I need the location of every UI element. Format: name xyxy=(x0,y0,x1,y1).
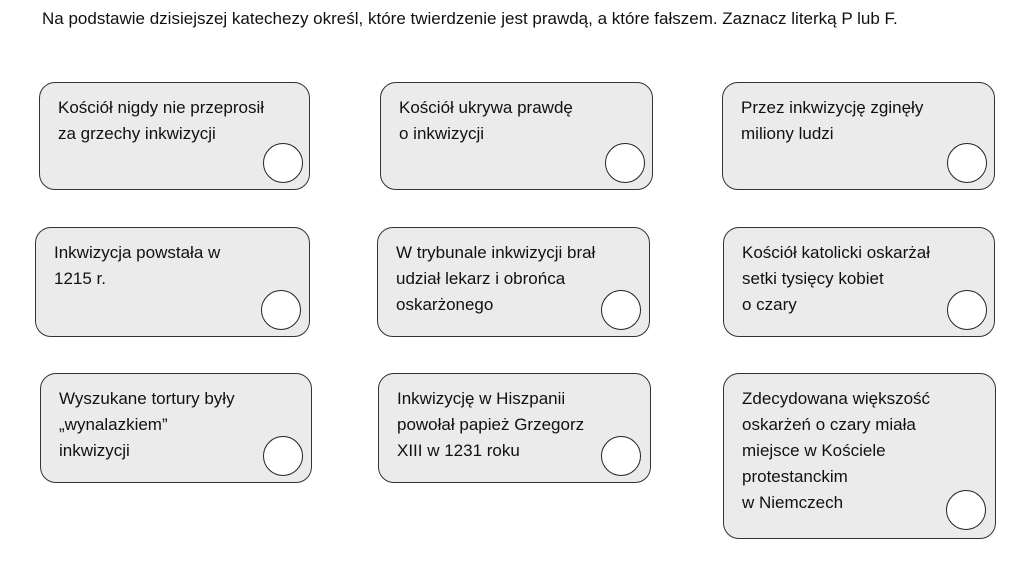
statement-text-4: Inkwizycja powstała w 1215 r. xyxy=(54,243,221,288)
answer-circle-9[interactable] xyxy=(946,490,986,530)
answer-circle-7[interactable] xyxy=(263,436,303,476)
statement-card-5 xyxy=(377,227,650,337)
instruction-text: Na podstawie dzisiejszej katechezy określ, które twierdzenie jest prawdą, a które fałszem. Zaznacz literką P lub F. xyxy=(42,9,898,28)
statement-text-3: Przez inkwizycję zginęły miliony ludzi xyxy=(741,98,924,143)
answer-circle-3[interactable] xyxy=(947,143,987,183)
answer-circle-1[interactable] xyxy=(263,143,303,183)
statement-card-9 xyxy=(723,373,996,539)
statement-text-9: Zdecydowana większość oskarżeń o czary miała miejsce w Kościele protestanckim w Niemczech xyxy=(742,389,931,512)
statement-card-2 xyxy=(380,82,653,190)
statement-text-2: Kościół ukrywa prawdę o inkwizycji xyxy=(399,98,573,143)
statement-card-7 xyxy=(40,373,312,483)
statement-text-7: Wyszukane tortury były „wynalazkiem” inkwizycji xyxy=(59,389,235,460)
answer-circle-2[interactable] xyxy=(605,143,645,183)
answer-circle-6[interactable] xyxy=(947,290,987,330)
statement-card-3 xyxy=(722,82,995,190)
statement-text-8: Inkwizycję w Hiszpanii powołał papież Grzegorz XIII w 1231 roku xyxy=(397,389,585,460)
statement-text-5: W trybunale inkwizycji brał udział lekarz i obrońca oskarżonego xyxy=(396,243,596,314)
statement-text-1: Kościół nigdy nie przeprosił za grzechy inkwizycji xyxy=(58,98,264,143)
statement-card-6 xyxy=(723,227,995,337)
answer-circle-5[interactable] xyxy=(601,290,641,330)
answer-circle-4[interactable] xyxy=(261,290,301,330)
statement-text-6: Kościół katolicki oskarżał setki tysięcy kobiet o czary xyxy=(742,243,931,314)
answer-circle-8[interactable] xyxy=(601,436,641,476)
statement-card-1 xyxy=(39,82,310,190)
statement-card-8 xyxy=(378,373,651,483)
statement-card-4 xyxy=(35,227,310,337)
